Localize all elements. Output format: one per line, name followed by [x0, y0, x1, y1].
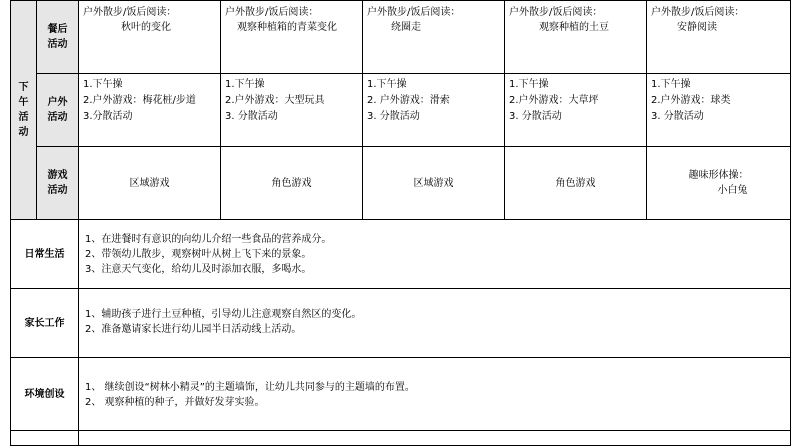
outdoor-label-text: 户外活动 — [47, 97, 68, 123]
game-cell-4-text: 角色游戏 — [555, 177, 596, 189]
meal-cell-5-line1: 户外散步/饭后阅读： — [651, 7, 745, 18]
game-cell-3 — [363, 147, 505, 220]
meal-cell-2 — [221, 1, 363, 74]
outdoor-cell-3-item3: 3. 分散活动 — [367, 111, 420, 122]
outdoor-cell-4-item1: 1.下午操 — [509, 79, 549, 90]
meal-cell-5-line2: 安静阅读 — [677, 22, 717, 33]
outdoor-cell-2-item2: 2.户外游戏：大型玩具 — [225, 95, 325, 106]
meal-cell-5 — [647, 1, 791, 74]
outdoor-cell-3 — [363, 74, 505, 147]
meal-cell-4 — [505, 1, 647, 74]
meal-cell-4-line1: 户外散步/饭后阅读： — [509, 7, 603, 18]
meal-cell-2-line1: 户外散步/饭后阅读： — [225, 7, 319, 18]
daily-item-2: 2、带领幼儿散步，观察树叶从树上飞下来的景象。 — [85, 249, 312, 260]
game-cell-1 — [79, 147, 221, 220]
parent-item-1: 1、辅助孩子进行土豆种植，引导幼儿注意观察自然区的变化。 — [85, 309, 362, 320]
row-outdoor — [11, 74, 791, 147]
outdoor-cell-5-item1: 1.下午操 — [651, 79, 691, 90]
row-daily — [11, 220, 791, 289]
outdoor-cell-2-item3: 3. 分散活动 — [225, 111, 278, 122]
meal-cell-3-line2: 绕圈走 — [391, 22, 421, 33]
row-cutoff — [11, 431, 791, 446]
outdoor-cell-1-item3: 3.分散活动 — [83, 111, 133, 122]
parent-item-2: 2、准备邀请家长进行幼儿园半日活动线上活动。 — [85, 324, 302, 335]
row-game — [11, 147, 791, 220]
outdoor-cell-1 — [79, 74, 221, 147]
meal-cell-3-line1: 户外散步/饭后阅读： — [367, 7, 461, 18]
game-cell-2-text: 角色游戏 — [271, 177, 312, 189]
game-cell-5 — [647, 147, 791, 220]
outdoor-cell-3-item2: 2. 户外游戏：滑索 — [367, 95, 450, 106]
cutoff-content-cell — [79, 431, 791, 446]
parent-label: 家长工作 — [11, 289, 79, 358]
game-cell-4 — [505, 147, 647, 220]
meal-cell-3 — [363, 1, 505, 74]
meal-cell-2-line2: 观察种植箱的青菜变化 — [237, 22, 337, 33]
afternoon-label-text: 下午活动 — [18, 82, 29, 138]
daily-item-3: 3、注意天气变化，给幼儿及时添加衣服，多喝水。 — [85, 264, 312, 275]
env-item-1: 1、 继续创设“树林小精灵”的主题墙饰，让幼儿共同参与的主题墙的布置。 — [85, 382, 415, 393]
outdoor-cell-4-item3: 3. 分散活动 — [509, 111, 562, 122]
game-cell-5-text2: 小白兔 — [717, 185, 748, 196]
outdoor-cell-4 — [505, 74, 647, 147]
afternoon-label — [11, 1, 37, 220]
outdoor-label — [37, 74, 79, 147]
env-item-2: 2、 观察种植的种子，并做好发芽实验。 — [85, 397, 265, 408]
meal-cell-1 — [79, 1, 221, 74]
outdoor-cell-5 — [647, 74, 791, 147]
outdoor-cell-3-item1: 1.下午操 — [367, 79, 407, 90]
env-content — [79, 358, 791, 431]
outdoor-cell-4-item2: 2.户外游戏：大草坪 — [509, 95, 599, 106]
outdoor-cell-2-item1: 1.下午操 — [225, 79, 265, 90]
outdoor-cell-2 — [221, 74, 363, 147]
meal-cell-1-line2: 秋叶的变化 — [121, 22, 171, 33]
outdoor-cell-1-item2: 2.户外游戏：梅花桩/步道 — [83, 95, 196, 106]
daily-content — [79, 220, 791, 289]
cutoff-label-cell — [11, 431, 79, 446]
meal-cell-1-line1: 户外散步/饭后阅读： — [83, 7, 177, 18]
game-cell-2 — [221, 147, 363, 220]
meal-label — [37, 1, 79, 74]
meal-label-text: 餐后活动 — [47, 24, 68, 50]
env-label: 环境创设 — [11, 358, 79, 431]
parent-content — [79, 289, 791, 358]
meal-cell-4-line2: 观察种植的土豆 — [539, 22, 609, 33]
game-label-text: 游戏活动 — [47, 170, 68, 196]
daily-item-1: 1、在进餐时有意识的向幼儿介绍一些食品的营养成分。 — [85, 234, 332, 245]
game-cell-1-text: 区域游戏 — [129, 177, 170, 189]
game-label — [37, 147, 79, 220]
daily-label: 日常生活 — [11, 220, 79, 289]
outdoor-cell-1-item1: 1.下午操 — [83, 79, 123, 90]
outdoor-cell-5-item2: 2.户外游戏：球类 — [651, 95, 731, 106]
game-cell-3-text: 区域游戏 — [413, 177, 454, 189]
outdoor-cell-5-item3: 3. 分散活动 — [651, 111, 704, 122]
game-cell-5-text1: 趣味形体操： — [688, 170, 749, 181]
row-parent — [11, 289, 791, 358]
row-env — [11, 358, 791, 431]
row-meal — [11, 1, 791, 74]
weekly-schedule-table — [10, 0, 791, 446]
